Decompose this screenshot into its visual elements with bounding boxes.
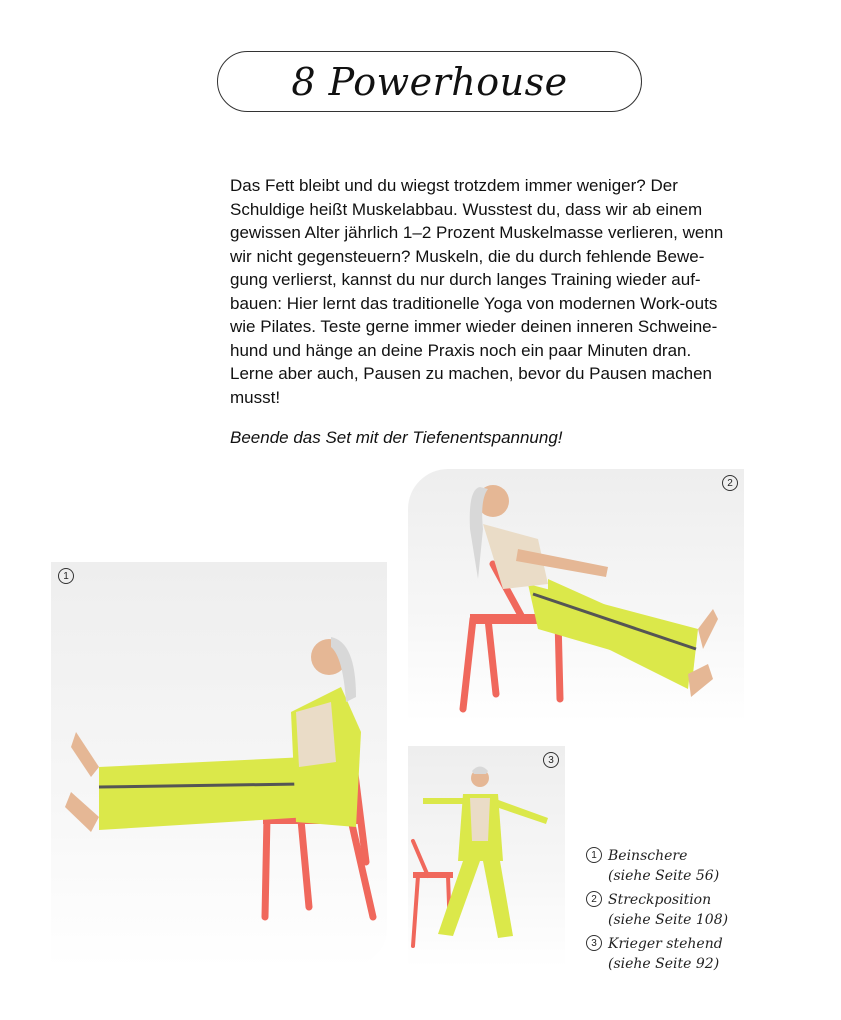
legend-number-badge: 3	[586, 935, 602, 951]
figure-illustration	[408, 746, 565, 968]
photo-beinschere	[51, 562, 387, 968]
legend-page-reference: (siehe Seite 108)	[608, 912, 729, 928]
photo-number-badge: 2	[722, 475, 738, 491]
legend-item	[586, 846, 826, 886]
page-title: 8 Powerhouse	[291, 59, 568, 104]
figure-illustration	[408, 469, 744, 723]
title-banner	[217, 51, 642, 112]
legend-item	[586, 934, 826, 974]
legend-exercise-name: Krieger stehend	[608, 936, 723, 952]
closing-note: Beende das Set mit der Tiefenentspannung!	[230, 428, 563, 447]
legend-number-badge: 2	[586, 891, 602, 907]
legend-item	[586, 890, 826, 930]
body-paragraph: Das Fett bleibt und du wiegst trotzdem immer weniger? Der Schuldige heißt Muskelabbau. Wusstest du, dass wir ab einem gewissen Alter jährlich 1–2 Prozent Muskelmasse verlieren, wenn wir nicht gegensteuern? Muskeln, die du durch fehlende Bewe- gung verlierst, kannst du nur durch langes Training wieder auf- bauen: Hier lernt das traditionelle Yoga von modernen Work-outs wie Pilates. Teste gerne immer wieder deinen inneren Schweine- hund und hänge an deine Praxis noch ein paar Minuten dran. Lerne aber auch, Pausen zu machen, bevor du Pausen machen musst!	[230, 176, 724, 407]
body-text	[230, 174, 750, 409]
photo-number-badge: 1	[58, 568, 74, 584]
legend-number-badge: 1	[586, 847, 602, 863]
legend-exercise-name: Beinschere	[608, 848, 688, 864]
legend-exercise-name: Streckposition	[608, 892, 712, 908]
photo-number-badge: 3	[543, 752, 559, 768]
photo-krieger-stehend	[408, 746, 565, 968]
figure-illustration	[51, 562, 387, 968]
photo-streckposition	[408, 469, 744, 723]
legend-page-reference: (siehe Seite 92)	[608, 956, 720, 972]
exercise-legend	[586, 846, 826, 978]
legend-page-reference: (siehe Seite 56)	[608, 868, 720, 884]
